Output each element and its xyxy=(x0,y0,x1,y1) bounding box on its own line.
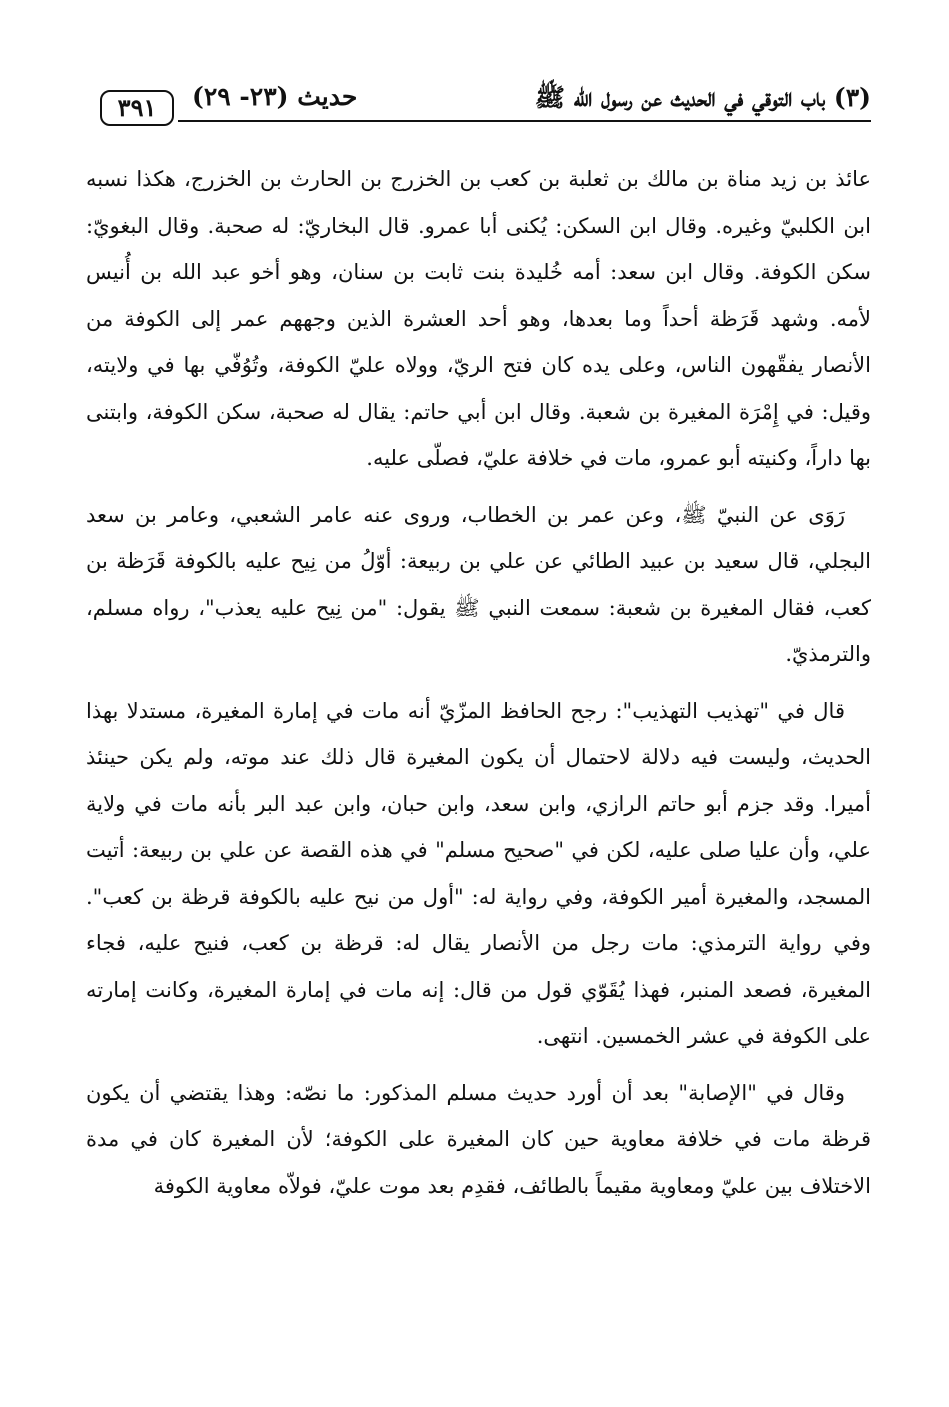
paragraph-isaba: وقال في "الإصابة" بعد أن أورد حديث مسلم المذكور: ما نصّه: وهذا يقتضي أن يكون قرظة مات في خلافة معاوية حين كان المغيرة على الكوفة؛ لأن المغيرة كان في مدة الاختلاف بين عليّ ومعاوية مقيماً بالطائف، فقدِم بعد موت عليّ، فولاّه معاوية الكوفة xyxy=(86,1080,871,1198)
hadith-range: حديث (٢٣- ٢٩) xyxy=(192,82,358,111)
paragraph-biography: عائذ بن زيد مناة بن مالك بن ثعلبة بن كعب بن الخزرج بن الحارث بن الخزرج، هكذا نسبه ابن الكلبيّ وغيره. وقال ابن السكن: يُكنى أبا عمرو. قال البخاريّ: له صحبة. وقال البغويّ: سكن الكوفة. وقال ابن سعد: أمه خُليدة بنت ثابت بن سنان، وهو أخو عبد الله بن أُنيس لأمه. وشهد قَرَظة أحداً وما بعدها، وهو أحد العشرة الذين وجههم عمر إلى الكوفة من الأنصار يفقّهون الناس، وعلى يده كان فتح الريّ، وولاه عليّ الكوفة، وتُوُفّي بها في ولايته، وقيل: في إِمْرَة المغيرة بن شعبة. وقال ابن أبي حاتم: يقال له صحبة، سكن الكوفة، وابتنى بها داراً، وكنيته أبو عمرو، مات في خلافة عليّ، فصلّى عليه. xyxy=(86,167,871,470)
chapter-title: (٣) باب التوقي في الحديث عن رسول الله ﷺ xyxy=(534,83,871,112)
main-text xyxy=(86,156,871,1219)
running-header xyxy=(100,78,871,130)
header-rule xyxy=(178,120,871,122)
paragraph-narration: رَوَى عن النبيّ ﷺ، وعن عمر بن الخطاب، وروى عنه عامر الشعبي، وعامر بن سعد البجلي، قال سعيد بن عبيد الطائي عن علي بن ربيعة: أوّلُ من نِيح عليه بالكوفة قَرَظة بن كعب، فقال المغيرة بن شعبة: سمعت النبي ﷺ يقول: "من نِيح عليه يعذب"، رواه مسلم، والترمذيّ. xyxy=(86,502,871,666)
paragraph-tahdhib: قال في "تهذيب التهذيب": رجح الحافظ المزّيّ أنه مات في إمارة المغيرة، مستدلا بهذا الحديث، وليست فيه دلالة لاحتمال أن يكون المغيرة قال ذلك عند موته، ولم يكن حينئذ أميرا. وقد جزم أبو حاتم الرازي، وابن سعد، وابن حبان، وابن عبد البر بأنه مات في ولاية علي، وأن عليا صلى عليه، لكن في "صحيح مسلم" في هذه القصة عن علي بن ربيعة: أتيت المسجد، والمغيرة أمير الكوفة، وفي رواية له: "أول من نيح عليه بالكوفة قرظة بن كعب". وفي رواية الترمذي: مات رجل من الأنصار يقال له: قرظة بن كعب، فنيح عليه، فجاء المغيرة، فصعد المنبر، فهذا يُقَوّي قول من قال: إنه مات في إمارة المغيرة، وكانت إمارته على الكوفة في عشر الخمسين. انتهى. xyxy=(86,698,871,1048)
page-number: ٣٩١ xyxy=(100,90,174,126)
